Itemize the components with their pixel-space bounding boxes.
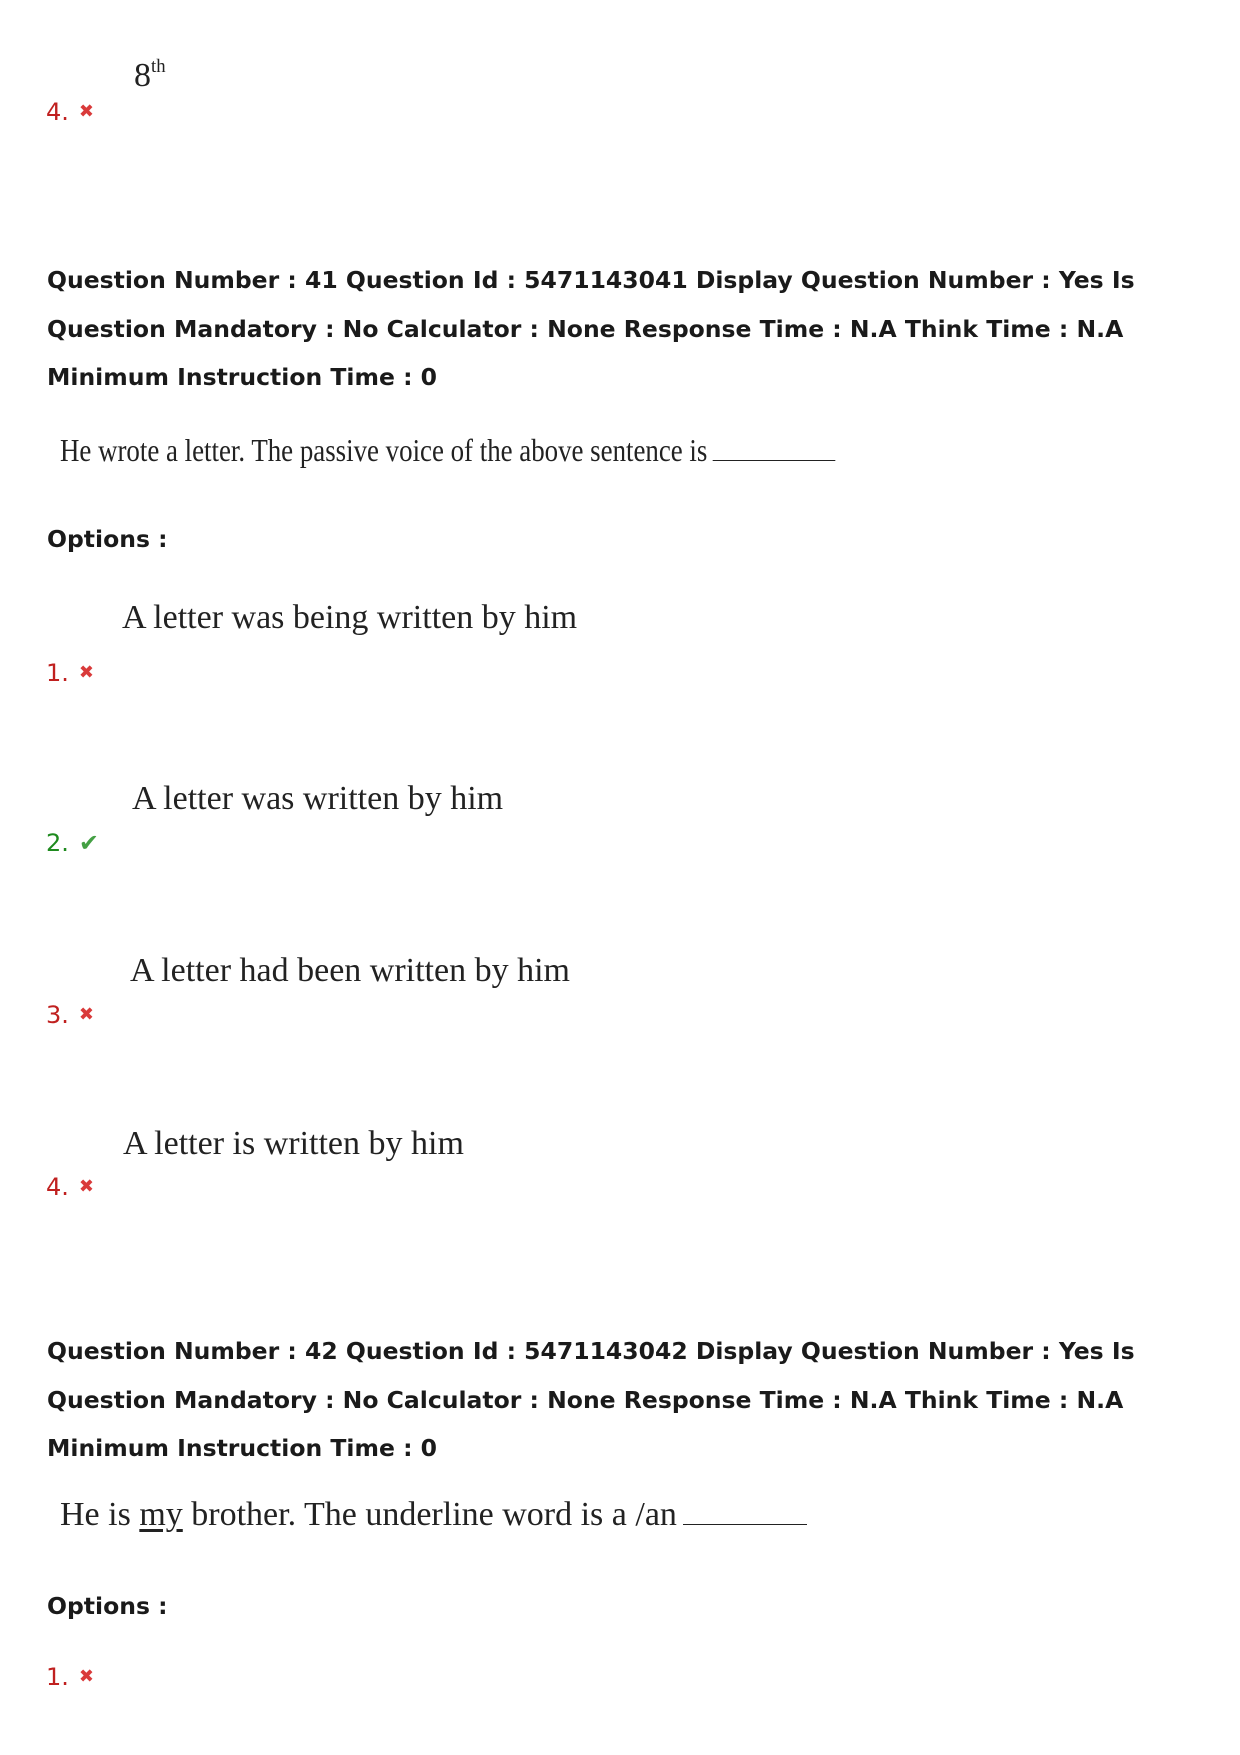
q41-option-1-number: 1. xyxy=(46,659,69,687)
q42-text-after: brother. The underline word is a /an xyxy=(191,1496,677,1533)
q41-option-1-marker xyxy=(46,659,94,687)
prev-option-4-superscript: th xyxy=(151,56,166,77)
prev-option-4-number: 4. xyxy=(46,98,69,126)
q42-text-before: He is xyxy=(60,1496,131,1533)
q41-option-3-marker xyxy=(46,1001,94,1029)
cross-icon: ✖ xyxy=(78,662,94,683)
q41-blank xyxy=(712,459,835,461)
q41-option-2-text: A letter was written by him xyxy=(132,780,504,817)
q42-underlined-word: my xyxy=(139,1496,183,1533)
q41-option-4-marker xyxy=(46,1173,94,1201)
q42-question-image xyxy=(60,1496,807,1534)
q41-question-text: He wrote a letter. The passive voice of the above sentence is xyxy=(60,432,708,468)
cross-icon: ✖ xyxy=(78,101,94,122)
q41-option-2-image xyxy=(132,780,503,818)
q41-option-4-number: 4. xyxy=(46,1173,69,1201)
q42-option-1-number: 1. xyxy=(46,1663,69,1691)
cross-icon: ✖ xyxy=(78,1176,94,1197)
q41-option-1-image xyxy=(122,599,577,637)
q41-question-image xyxy=(60,432,835,469)
q41-option-2-number: 2. xyxy=(46,829,69,857)
q41-option-3-image xyxy=(130,952,570,990)
q42-options-label: Options : xyxy=(47,1592,168,1620)
q41-options-label: Options : xyxy=(47,525,168,553)
q42-meta: Question Number : 42 Question Id : 5471143042 Display Question Number : Yes Is Question Mandatory : No Calculator : None Response Time : N.A Think Time : N.A Minimum Instruction Time : 0 xyxy=(47,1337,1135,1462)
q41-option-3-number: 3. xyxy=(46,1001,69,1029)
prev-option-4-image xyxy=(134,56,166,95)
q41-option-4-image xyxy=(123,1125,464,1163)
q41-option-2-marker xyxy=(46,829,99,857)
cross-icon: ✖ xyxy=(78,1666,94,1687)
check-icon: ✔ xyxy=(78,829,100,857)
q41-option-1-text: A letter was being written by him xyxy=(122,599,578,636)
cross-icon: ✖ xyxy=(78,1004,94,1025)
q41-option-4-text: A letter is written by him xyxy=(123,1125,464,1162)
q42-blank xyxy=(683,1523,807,1525)
prev-option-4-marker xyxy=(46,98,94,126)
q42-option-1-marker xyxy=(46,1663,94,1691)
q41-meta: Question Number : 41 Question Id : 5471143041 Display Question Number : Yes Is Question Mandatory : No Calculator : None Response Time : N.A Think Time : N.A Minimum Instruction Time : 0 xyxy=(47,266,1135,391)
q41-option-3-text: A letter had been written by him xyxy=(130,952,570,989)
prev-option-4-value: 8 xyxy=(134,57,151,95)
